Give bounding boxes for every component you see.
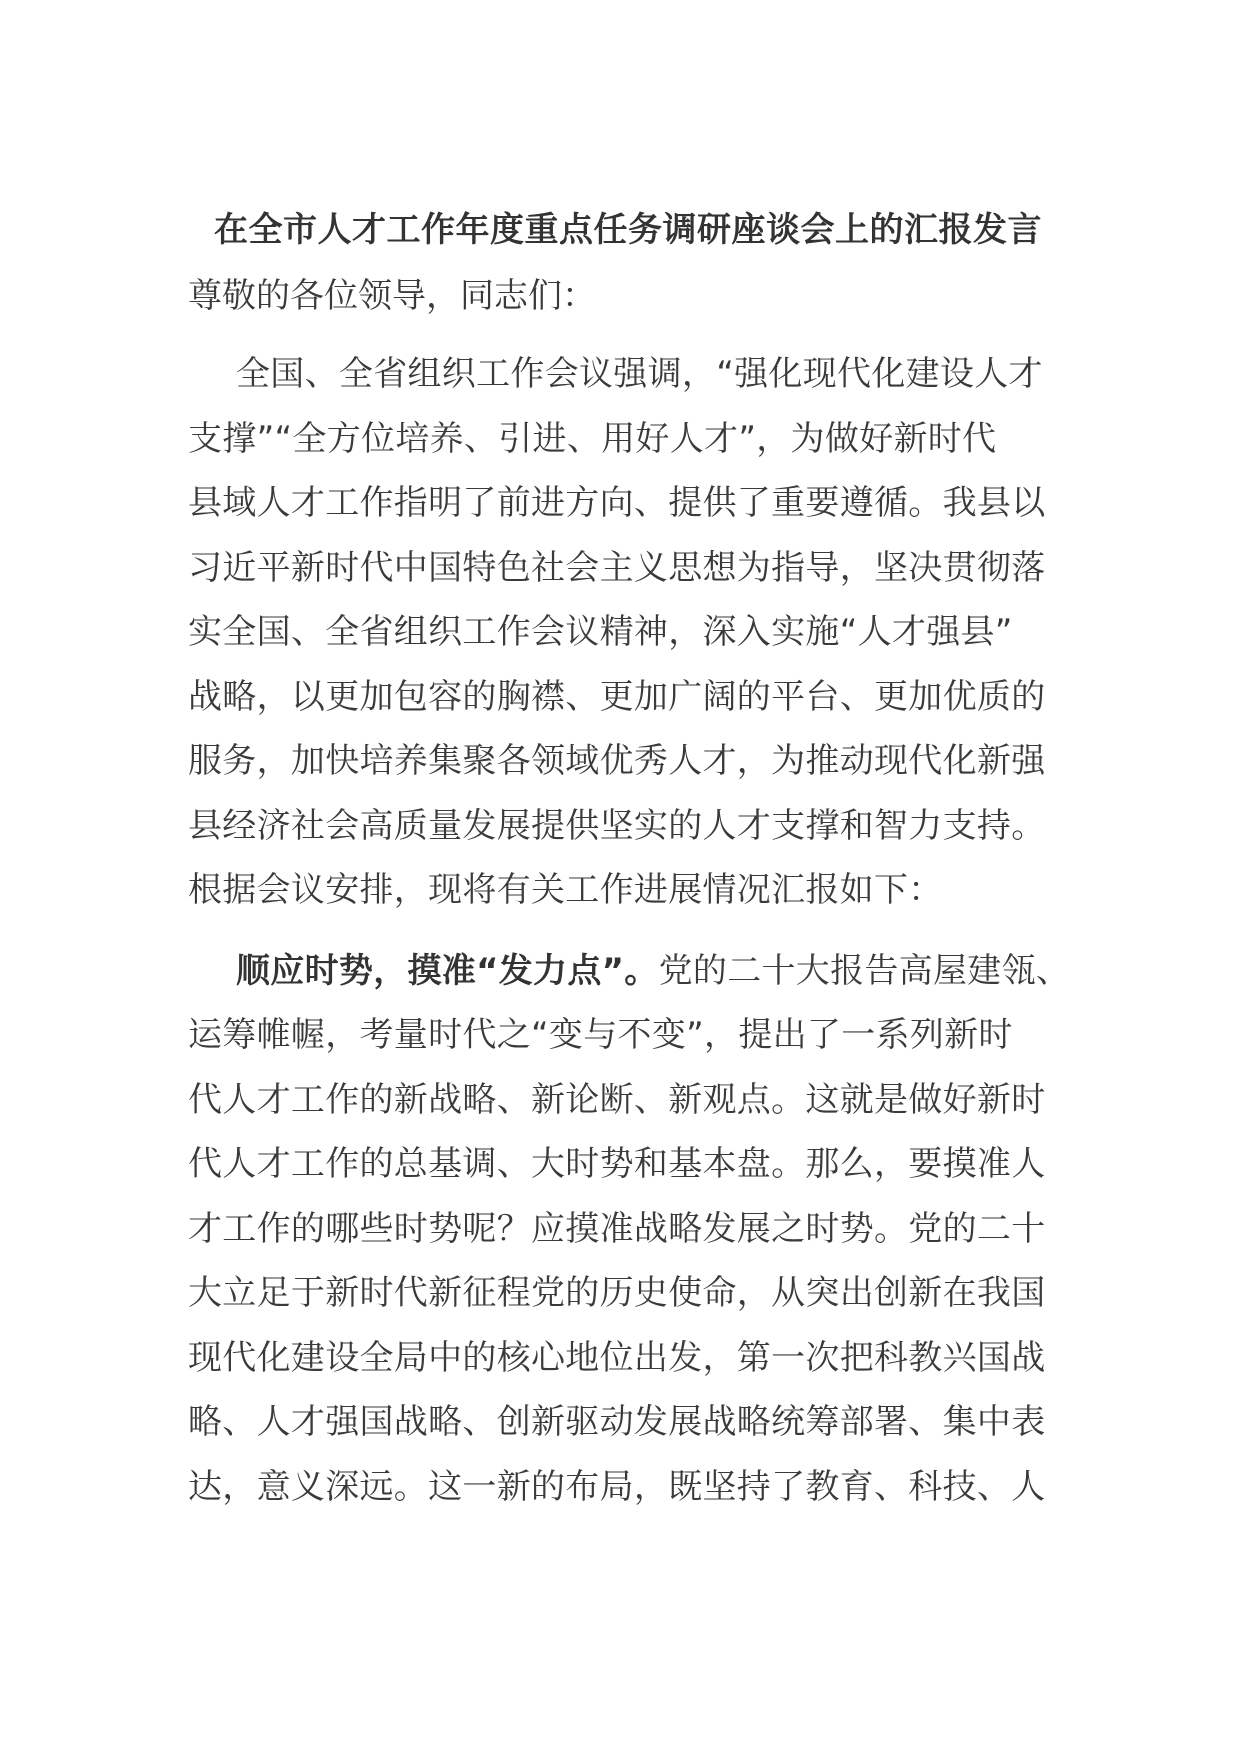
document-title: 在全市人才工作年度重点任务调研座谈会上的汇报发言 (214, 210, 1042, 250)
paragraph-intro (188, 342, 1068, 923)
paragraph-line: 实全国、全省组织工作会议精神，深入实施“人才强县” (188, 612, 1013, 652)
paragraph-line: 根据会议安排，现将有关工作进展情况汇报如下： (188, 870, 943, 910)
paragraph-line: 顺应时势，摸准“发力点”。党的二十大报告高屋建瓴、 (236, 950, 1071, 991)
paragraph-line: 大立足于新时代新征程党的历史使命，从突出创新在我国 (188, 1273, 1046, 1313)
paragraph-line: 全国、全省组织工作会议强调，“强化现代化建设人才 (236, 354, 1043, 394)
paragraph-line: 现代化建设全局中的核心地位出发，第一次把科教兴国战 (188, 1337, 1046, 1378)
paragraph-line: 县域人才工作指明了前进方向、提供了重要遵循。我县以 (188, 483, 1046, 523)
paragraph-line: 县经济社会高质量发展提供坚实的人才支撑和智力支持。 (188, 805, 1046, 846)
salutation: 尊敬的各位领导，同志们： (188, 276, 596, 316)
paragraph-line: 略、人才强国战略、创新驱动发展战略统筹部署、集中表 (188, 1402, 1046, 1442)
section-lead-heading: 顺应时势，摸准“发力点”。 (236, 950, 659, 991)
paragraph-line: 运筹帷幄，考量时代之“变与不变”，提出了一系列新时 (188, 1015, 1013, 1055)
paragraph-line: 代人才工作的新战略、新论断、新观点。这就是做好新时 (188, 1079, 1046, 1120)
paragraph-line: 达，意义深远。这一新的布局，既坚持了教育、科技、人 (188, 1466, 1046, 1507)
paragraph-line: 战略，以更加包容的胸襟、更加广阔的平台、更加优质的 (188, 676, 1046, 717)
paragraph-section-1 (188, 939, 1071, 1520)
paragraph-line: 代人才工作的总基调、大时势和基本盘。那么，要摸准人 (188, 1144, 1046, 1184)
paragraph-line: 服务，加快培养集聚各领域优秀人才，为推动现代化新强 (188, 741, 1046, 781)
paragraph-line: 支撑”“全方位培养、引进、用好人才”，为做好新时代 (188, 418, 997, 459)
paragraph-line: 才工作的哪些时势呢？应摸准战略发展之时势。党的二十 (188, 1208, 1046, 1249)
paragraph-line: 习近平新时代中国特色社会主义思想为指导，坚决贯彻落 (188, 547, 1046, 588)
document-body (188, 200, 1071, 1519)
